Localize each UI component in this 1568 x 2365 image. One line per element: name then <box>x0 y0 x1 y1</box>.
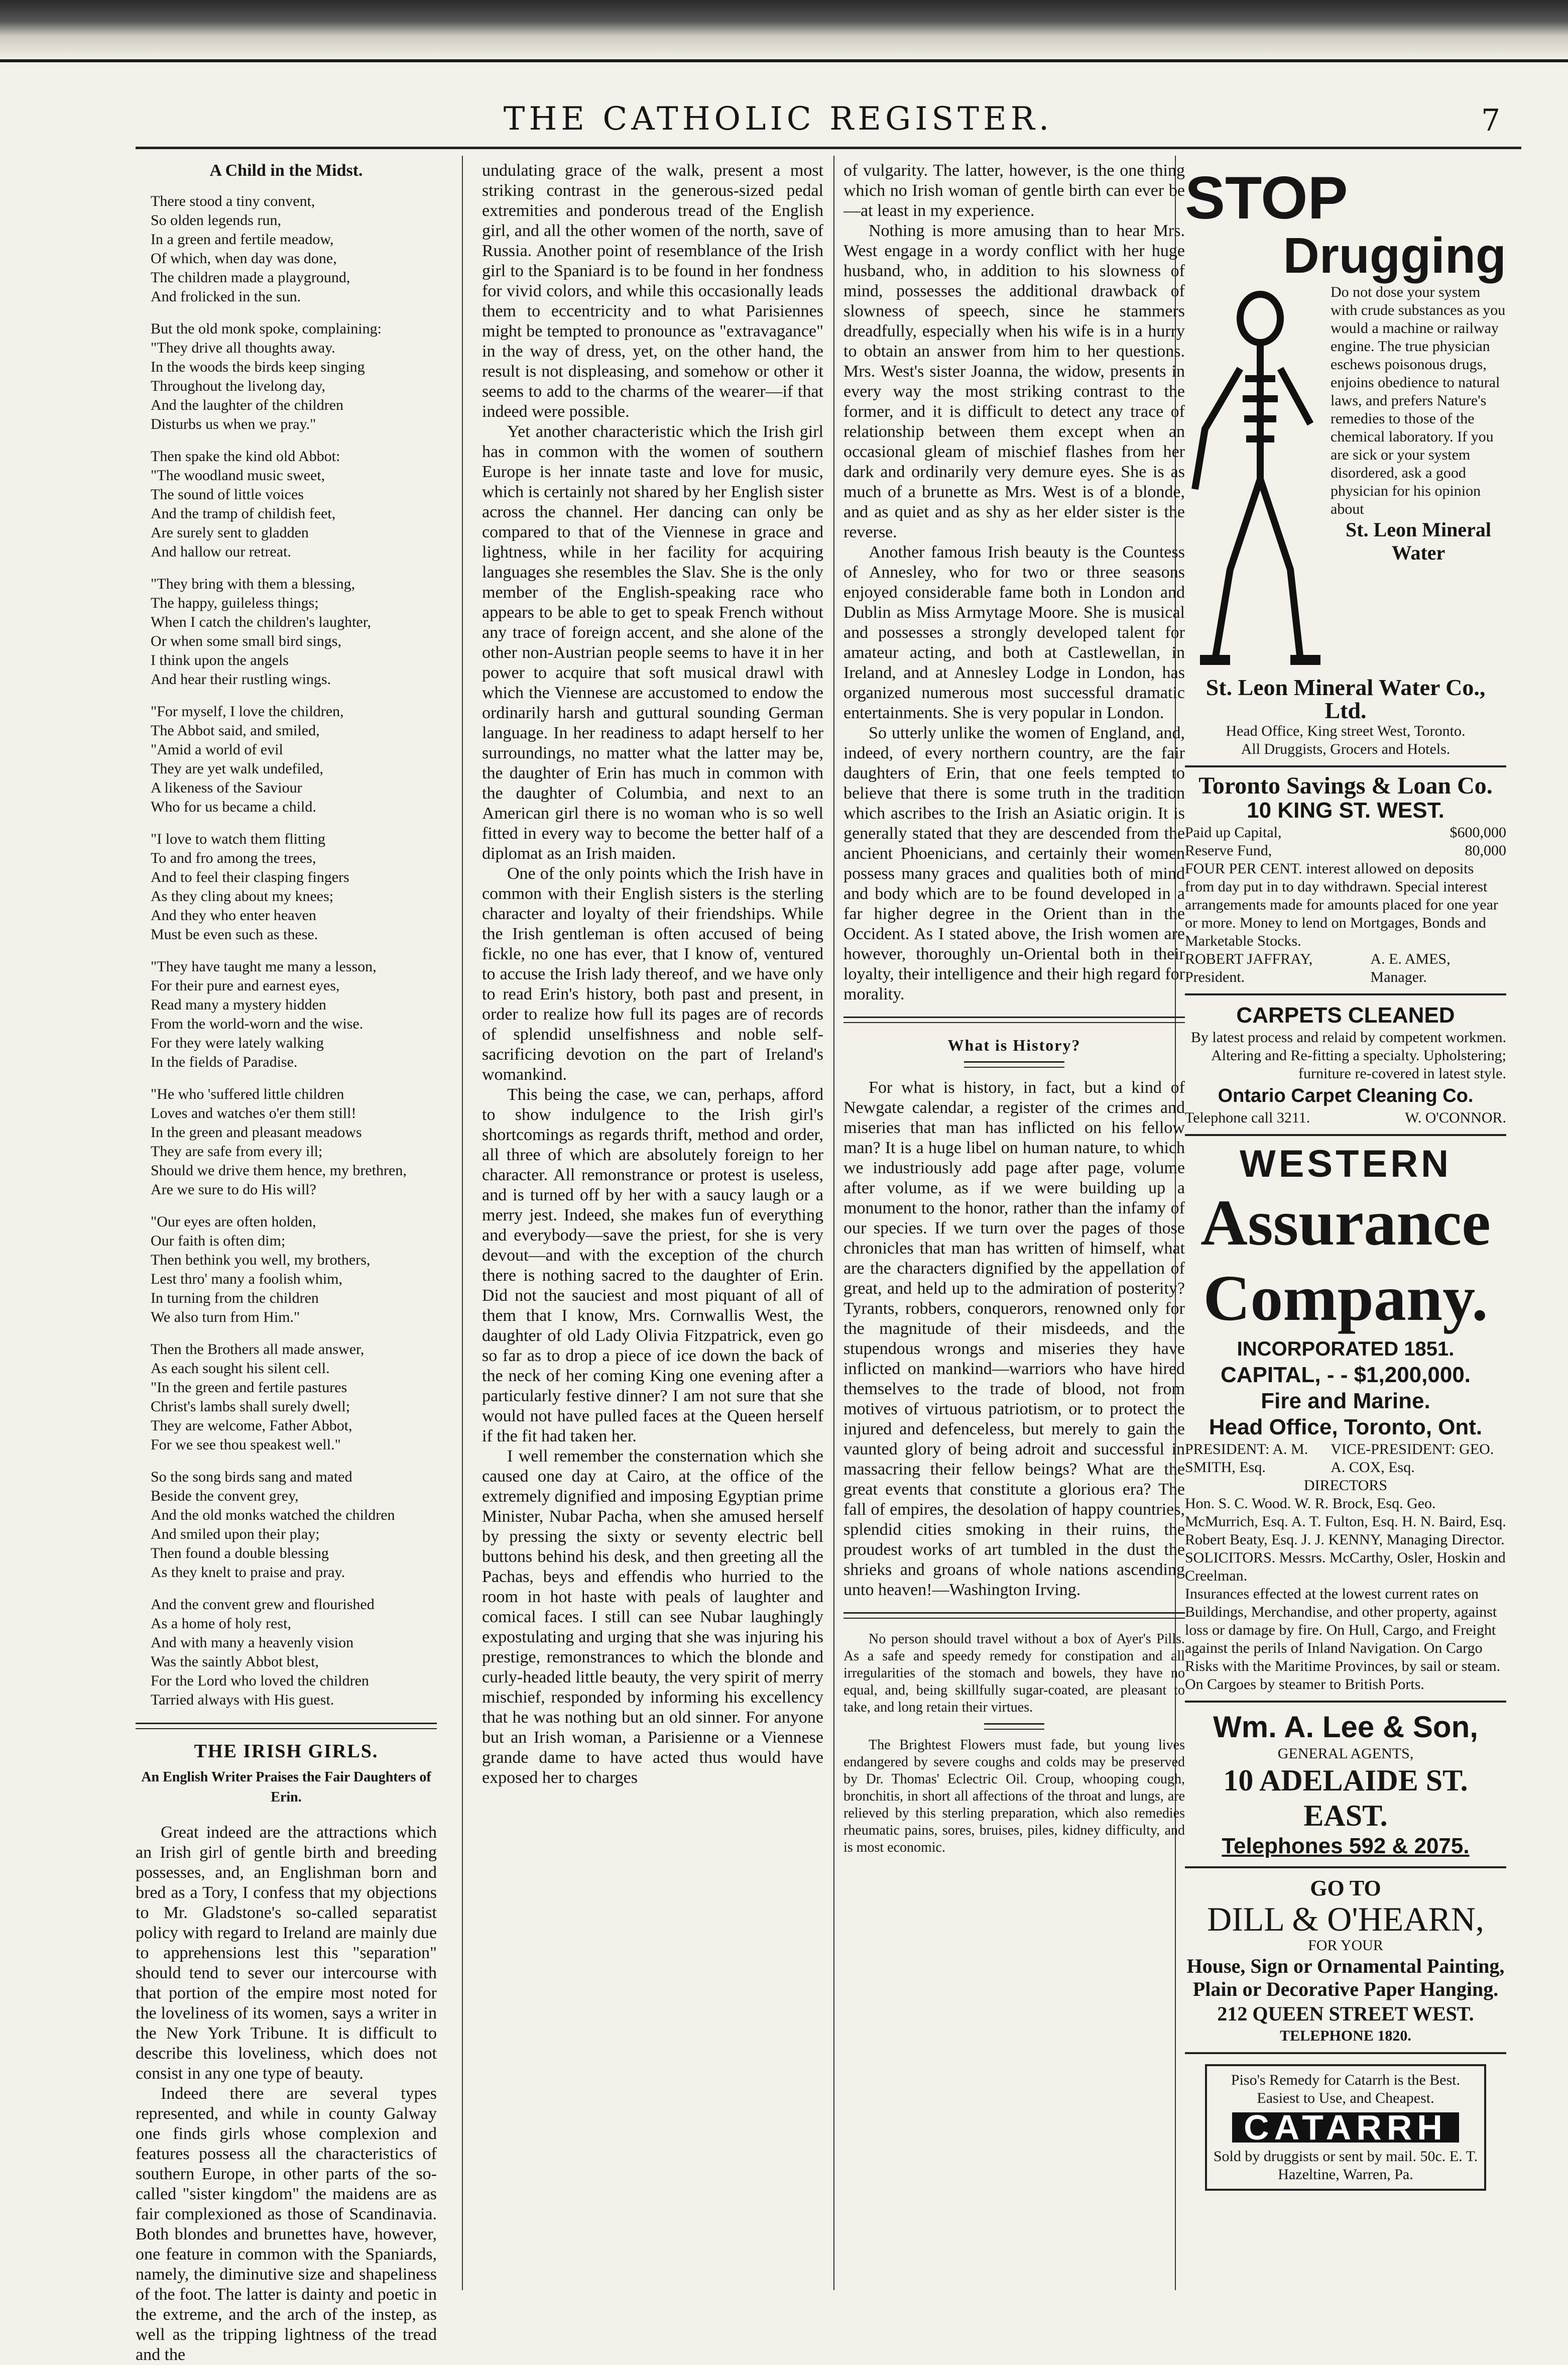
st-leon-office: Head Office, King street West, Toronto. <box>1226 723 1466 739</box>
poem-stanza <box>136 1468 437 1582</box>
drugging-heading: Drugging <box>1283 228 1506 284</box>
poem-line: Then found a double blessing <box>151 1545 329 1561</box>
poem-line: "In the green and fertile pastures <box>151 1379 347 1396</box>
piso-top: Piso's Remedy for Catarrh is the Best. Easiest to Use, and Cheapest. <box>1231 2072 1461 2106</box>
poem-line: And frolicked in the sun. <box>151 288 301 305</box>
poem-stanza <box>136 1340 437 1454</box>
separator <box>984 1723 1044 1730</box>
lee-name: Wm. A. Lee & Son, <box>1213 1710 1478 1744</box>
poem-line: "Amid a world of evil <box>151 741 283 758</box>
st-leon-product: St. Leon Mineral Water <box>1346 518 1491 564</box>
lee-phones: Telephones 592 & 2075. <box>1222 1834 1470 1858</box>
poem-line: Or when some small bird sings, <box>151 633 341 649</box>
catarrh-banner: CATARRH <box>1232 2112 1459 2143</box>
carpets-company: Ontario Carpet Cleaning Co. <box>1218 1085 1474 1106</box>
poem-line: For the Lord who loved the children <box>151 1672 369 1689</box>
poem-line: The Abbot said, and smiled, <box>151 722 320 739</box>
article-paragraph: of vulgarity. The latter, however, is the one thing which no Irish woman of gentle birth can ever be—at least in my experience. <box>843 161 1185 220</box>
western-president: PRESIDENT: A. M. SMITH, Esq. <box>1185 1441 1308 1476</box>
masthead-title: THE CATHOLIC REGISTER. <box>503 100 1053 138</box>
poem-line: As they knelt to praise and pray. <box>151 1564 345 1581</box>
western-office: Head Office, Toronto, Ont. <box>1209 1415 1483 1439</box>
ad-toronto-savings <box>1185 767 1506 995</box>
poem-line: And the old monks watched the children <box>151 1507 395 1523</box>
article-paragraph: Yet another characteristic which the Irish girl has in common with the women of southern Europe is her innate taste and love for music, which is certainly not shared by her English sister across the channel. Her dancing can only be compared to that of the Viennese in grace and lightness, while in her facility for acquiring languages she resembles the Slav. She is the only member of the English-speaking race who appears to be able to get to speak French without any trace of foreign accent, and she alone of the other non-Austrian people seems to have it in her power to acquire that soft musical drawl with which the Viennese are accustomed to endow the ordinarily harsh and guttural sounding German language. In her readiness to adapt herself to her surroundings, no matter what the latter may be, the daughter of Erin has much in common with the daughter of Columbia, and next to an American girl there is no woman who is so well fitted in every way to become the better half of a diplomat as an Irish maiden. <box>482 422 823 863</box>
notice-ayer: No person should travel without a box of Ayer's Pills. As a safe and speedy remedy for constipation and all irregularities of the stomach and bowels, they have no equal, and, being skillfully sugar-coated, are pleasant to take, and long retain their virtues. <box>843 1631 1185 1715</box>
poem-line: Then bethink you well, my brothers, <box>151 1252 371 1268</box>
notice-eclectric: The Brightest Flowers must fade, but young lives endangered by severe coughs and colds may be preserved by Dr. Thomas' Eclectric Oil. Croup, whooping cough, bronchitis, in short all affections of the throat and lungs, are relieved by this sterling preparation, which also remedies rheumatic pains, sores, bruises, piles, kidney difficulty, and is most economic. <box>843 1737 1185 1855</box>
article-paragraph: This being the case, we can, perhaps, afford to show indulgence to the Irish girl's shortcomings as regards thrift, method and order, all three of which are absolutely foreign to her character. All remonstrance or protest is useless, and is turned off by her with a saucy laugh or a merry jest. Indeed, she makes fun of everything and everybody—save the priest, for she is very devout—and with the exception of the church there is nothing sacred to the daughter of Erin. Did not the sauciest and most piquant of all of them that I know, Mrs. Cornwallis West, the daughter of old Lady Olivia Fitzpatrick, even go so far as to drop a piece of ice down the back of the neck of her coming King one evening after a particularly festive dinner? I am not sure that she would not have pulled faces at the Queen herself if the fit had taken her. <box>482 1085 823 1445</box>
poem-line: So the song birds sang and mated <box>151 1469 352 1485</box>
stop-heading: STOP <box>1185 164 1348 232</box>
carpets-telephone: Telephone call 3211. <box>1185 1109 1310 1126</box>
poem-line: For their pure and earnest eyes, <box>151 977 340 994</box>
poem-line: They are safe from every ill; <box>151 1143 323 1160</box>
poem-line: In turning from the children <box>151 1290 319 1306</box>
poem-line: Read many a mystery hidden <box>151 996 326 1013</box>
savings-officers <box>1185 950 1506 986</box>
western-directors: Hon. S. C. Wood. W. R. Brock, Esq. Geo. McMurrich, Esq. A. T. Fulton, Esq. H. N. Baird, Esq. Robert Beaty, Esq. J. J. KENNY, Managing Director. <box>1185 1495 1506 1548</box>
ad-st-leon <box>1185 161 1506 767</box>
ad-western-assurance <box>1185 1136 1506 1703</box>
ad-dill-ohearn <box>1185 1868 1506 2054</box>
poem-line: Of which, when day was done, <box>151 250 337 267</box>
western-capital: CAPITAL, - - $1,200,000. <box>1220 1363 1471 1387</box>
separator <box>964 1061 1064 1068</box>
western-solicitors: SOLICITORS. Messrs. McCarthy, Osler, Hoskin and Creelman. <box>1185 1549 1506 1584</box>
carpets-proprietor: W. O'CONNOR. <box>1405 1109 1506 1126</box>
page-number: 7 <box>1481 103 1501 138</box>
western-terms: Insurances effected at the lowest current rates on Buildings, Merchandise, and other property, against loss or damage by fire. On Hull, Cargo, and Freight against the perils of Inland Navigation. On Cargo Risks with the Maritime Provinces, by sail or steam. On Cargoes by steamer to British Ports. <box>1185 1586 1501 1693</box>
poem-line: Christ's lambs shall surely dwell; <box>151 1398 350 1415</box>
skeleton-figure-illustration <box>1185 288 1325 670</box>
separator <box>843 1612 1185 1619</box>
poem-line: Loves and watches o'er them still! <box>151 1105 356 1121</box>
article-paragraph: One of the only points which the Irish have in common with their English sisters is the sterling character and loyalty of their friendships. While the Irish gentleman is often accused of being fickle, no one has ever, that I know of, ventured to accuse the Irish lady thereof, and we have only to read Erin's history, both past and present, in order to realize how full its pages are of records of splendid unselfishness and noble self-sacrificing devotion on the part of Ireland's womankind. <box>482 864 823 1084</box>
poem-line: The sound of little voices <box>151 486 304 503</box>
poem-stanza <box>136 830 437 944</box>
history-title: What is History? <box>947 1036 1081 1054</box>
poem-stanza <box>136 192 437 306</box>
poem-line: And they who enter heaven <box>151 907 316 924</box>
ads-column <box>1185 161 1506 2191</box>
poem-line: And the laughter of the children <box>151 397 344 413</box>
ad-lee-agents <box>1185 1703 1506 1868</box>
poem-stanza <box>136 957 437 1072</box>
article-title: THE IRISH GIRLS. <box>194 1741 379 1762</box>
poem-line: "He who 'suffered little children <box>151 1086 344 1102</box>
separator <box>843 1017 1185 1023</box>
poem-line: Was the saintly Abbot blest, <box>151 1653 319 1670</box>
poem-line: And hallow our retreat. <box>151 543 291 560</box>
poem-line: The happy, guileless things; <box>151 595 319 611</box>
column-1 <box>136 161 437 2365</box>
poem-line: Are we sure to do His will? <box>151 1181 316 1198</box>
poem-line: "They bring with them a blessing, <box>151 576 355 592</box>
st-leon-sellers: All Druggists, Grocers and Hotels. <box>1241 741 1451 757</box>
column-rule <box>833 156 834 2290</box>
savings-reserve-row <box>1185 842 1506 860</box>
history-paragraph: For what is history, in fact, but a kind of Newgate calendar, a register of the crimes and miseries that man has inflicted on his fellow man? It is a huge libel on human nature, to which we industriously add page after page, volume after volume, as if we were building up a monument to the honor, rather than the infamy of our species. If we turn over the pages of those chronicles that man has written of himself, what are the characters dignified by the appellation of great, and held up to the admiration of posterity? Tyrants, robbers, conquerors, renowned only for the magnitude of their misdeeds, and the stupendous wrongs and miseries they have inflicted on mankind—warriors who have hired themselves to the trade of blood, not from motives of virtuous patriotism, or to protect the injured and defenceless, but merely to gain the vaunted glory of being adroit and successful in massacring their fellow beings? What are the great events that constitute a glorious era? The fall of empires, the desolation of happy countries, splendid cities smoking in their ruins, the proudest works of art tumbled in the dust the shrieks and groans of whole nations ascending unto heaven!—Washington Irving. <box>843 1078 1185 1599</box>
article-paragraph: Another famous Irish beauty is the Countess of Annesley, who for two or three seasons enjoyed considerable fame both in London and Dublin as Miss Armytage Moore. She is musical and possesses a strongly developed talent for amateur acting, and both at Castlewellan, in Ireland, and at Annesley Lodge in London, has organized numerous most successful dramatic entertainments. She is very popular in London. <box>843 543 1185 722</box>
poem-line: Are surely sent to gladden <box>151 524 309 541</box>
article-paragraph: Great indeed are the attractions which an Irish girl of gentle birth and breeding possesses, and, an Englishman born and bred as a Tory, I confess that my objections to Mr. Gladstone's so-called separatist policy with regard to Ireland are mainly due to apprehensions lest this "separation" should tend to sever our intercourse with that portion of the empire most noted for the loveliness of its women, says a writer in the New York Tribune. It is difficult to describe this loveliness, which does not consist in any one type of beauty. <box>136 1823 437 2083</box>
poem-line: "Our eyes are often holden, <box>151 1213 316 1230</box>
poem-line: "They have taught me many a lesson, <box>151 958 377 975</box>
poem-line: When I catch the children's laughter, <box>151 614 372 630</box>
carpets-title: CARPETS CLEANED <box>1236 1003 1455 1028</box>
dill-address: 212 QUEEN STREET WEST. <box>1217 2002 1474 2025</box>
poem-line: Must be even such as these. <box>151 926 318 943</box>
column-rule <box>462 156 463 2290</box>
poem-stanza <box>136 1085 437 1199</box>
poem-line: But the old monk spoke, complaining: <box>151 320 382 337</box>
article-paragraph: Nothing is more amusing than to hear Mrs. West engage in a wordy conflict with her huge husband, who, in addition to his slowness of mind, possesses the additional drawback of slowness of speech, since he stammers dreadfully, especially when his wife is in a hurry to obtain an answer from him to her questions. Mrs. West's sister Joanna, the widow, presents in every way the most striking contrast to the former, and it is difficult to detect any trace of relationship between them except when an occasional gleam of mischief flashes from her dark and ordinarily very demure eyes. She is as much of a brunette as Mrs. West is of a blonde, and as quiet and as shy as her elder sister is the reverse. <box>843 221 1185 541</box>
poem-stanza <box>136 702 437 817</box>
poem-line: And hear their rustling wings. <box>151 671 331 688</box>
column-2 <box>482 161 823 1788</box>
poem-line: As they cling about my knees; <box>151 888 334 905</box>
poem-line: A likeness of the Saviour <box>151 779 302 796</box>
poem-line: "For myself, I love the children, <box>151 703 344 720</box>
poem-line: "They drive all thoughts away. <box>151 340 335 356</box>
poem-line: And with many a heavenly vision <box>151 1634 354 1651</box>
poem-line: In a green and fertile meadow, <box>151 231 334 248</box>
carpets-body: By latest process and relaid by competent workmen. Altering and Re-fitting a specialty. Upholstering; furniture re-covered in latest style. <box>1190 1029 1506 1082</box>
savings-body: FOUR PER CENT. interest allowed on deposits from day put in to day withdrawn. Special interest arrangements made for amounts placed for one year or more. Money to lend on Mortgages, Bonds and Marketable Stocks. <box>1185 860 1498 949</box>
column-3 <box>843 161 1185 1856</box>
st-leon-body: Do not dose your system with crude substances as you would a machine or railway engine. The true physician eschews poisonous drugs, enjoins obedience to natural laws, and prefers Nature's remedies to those of the chemical laboratory. If you are sick or your system disordered, ask a good physician for his opinion about <box>1331 284 1506 517</box>
poem-line: Who for us became a child. <box>151 799 316 815</box>
poem-line: For they were lately walking <box>151 1035 324 1051</box>
poem-line: Should we drive them hence, my brethren, <box>151 1162 407 1179</box>
savings-title: Toronto Savings & Loan Co. <box>1198 772 1493 799</box>
poem-title: A Child in the Midst. <box>209 161 363 180</box>
poem-line: So olden legends run, <box>151 212 281 229</box>
carpets-contact <box>1185 1109 1506 1127</box>
poem-line: For we see thou speakest well." <box>151 1436 341 1453</box>
western-vice: VICE-PRESIDENT: GEO. A. COX, Esq. <box>1331 1441 1494 1476</box>
poem-line: The children made a playground, <box>151 269 350 286</box>
dill-for: FOR YOUR <box>1308 1937 1383 1954</box>
article-paragraph: I well remember the consternation which she caused one day at Cairo, at the office of the extremely dignified and imposing Egyptian prime Minister, Nubar Pacha, when she amused herself by pressing the sixty or seventy electric bell buttons behind his desk, and then greeting all the Pachas, beys and effendis who hurried to the room in hot haste with peals of laughter and comical faces. I still can see Nubar laughingly expostulating and urging that she was injuring his prestige, remonstrances to which the blonde and curly-headed little beauty, the very spirit of merry mischief, responded by informing his excellency that he was nothing but an old sinner. For anyone but an Irish woman, a Parisienne or a Viennese grande dame to have acted thus would have exposed her to charges <box>482 1447 823 1787</box>
savings-address: 10 KING ST. WEST. <box>1247 798 1444 823</box>
poem-line: There stood a tiny convent, <box>151 193 315 209</box>
poem-line: And the tramp of childish feet, <box>151 505 336 522</box>
poem-line: As each sought his silent cell. <box>151 1360 330 1377</box>
poem-line: They are welcome, Father Abbot, <box>151 1417 352 1434</box>
st-leon-company: St. Leon Mineral Water Co., Ltd. <box>1205 674 1486 723</box>
dill-name: DILL & O'HEARN, <box>1207 1900 1484 1938</box>
header-rule <box>136 147 1521 149</box>
poem-line: We also turn from Him." <box>151 1309 300 1325</box>
poem-line: Then spake the kind old Abbot: <box>151 448 340 465</box>
poem-stanza <box>136 1212 437 1327</box>
article-paragraph: undulating grace of the walk, present a most striking contrast in the generous-sized pedal extremities and ponderous tread of the English girl, and all the other women of the north, save of Russia. Another point of resemblance of the Irish girl to the Spaniard is to be found in her fondness for vivid colors, and while this occasionally leads them to eccentricity and to what Parisiennes might be tempted to pronounce as "extravagance" in the way of dress, yet, on the other hand, the result is not displeasing, and somehow or other it seems to add to the charms of the wearer—if that indeed were possible. <box>482 161 823 421</box>
poem-line: They are yet walk undefiled, <box>151 760 324 777</box>
poem-line: Throughout the livelong day, <box>151 378 325 394</box>
poem-line: In the green and pleasant meadows <box>151 1124 362 1141</box>
poem-line: Then the Brothers all made answer, <box>151 1341 365 1358</box>
poem-line: "The woodland music sweet, <box>151 467 325 484</box>
capital-label: Paid up Capital, <box>1185 824 1282 841</box>
savings-manager: A. E. AMES, Manager. <box>1370 951 1451 985</box>
poem-stanza <box>136 1595 437 1710</box>
lee-role: GENERAL AGENTS, <box>1277 1745 1414 1762</box>
poem-line: In the fields of Paradise. <box>151 1054 298 1070</box>
poem-line: To and fro among the trees, <box>151 850 316 866</box>
poem-line: As a home of holy rest, <box>151 1615 291 1632</box>
poem-line: I think upon the angels <box>151 652 289 668</box>
article-paragraph: So utterly unlike the women of England, and, indeed, of every northern country, are the fair daughters of Erin, that one feels tempted to believe that there is some truth in the tradition which ascribes to the Irish an Asiatic origin. It is generally stated that they are descended from the ancient Phoenicians, and certainly their women possess many graces and qualities both of mind and body which are to be found developed in a far higher degree in the Orient than in the Occident. As I stated above, the Irish women are however, thoroughly un-Oriental both in their loyalty, their intelligence and their high regard for morality. <box>843 724 1185 1003</box>
dill-service: House, Sign or Ornamental Painting, Plain or Decorative Paper Hanging. <box>1186 1955 1505 2000</box>
poem-line: Lest thro' many a foolish whim, <box>151 1271 343 1287</box>
capital-value: $600,000 <box>1450 824 1506 841</box>
separator <box>136 1723 437 1729</box>
ad-carpets <box>1185 995 1506 1136</box>
poem-line: "I love to watch them flitting <box>151 831 326 847</box>
article-subtitle: An English Writer Praises the Fair Daughters of Erin. <box>141 1769 431 1805</box>
poem-stanza <box>136 319 437 434</box>
poem-line: And to feel their clasping fingers <box>151 869 349 885</box>
lee-address: 10 ADELAIDE ST. EAST. <box>1223 1764 1468 1832</box>
savings-capital-row <box>1185 824 1506 842</box>
poem-line: In the woods the birds keep singing <box>151 359 365 375</box>
western-officers <box>1185 1440 1506 1477</box>
poem-body <box>136 192 437 1710</box>
poem-stanza <box>136 447 437 561</box>
dill-telephone: TELEPHONE 1820. <box>1280 2028 1411 2044</box>
western-kind: Fire and Marine. <box>1261 1389 1430 1413</box>
dill-goto: GO TO <box>1310 1876 1381 1900</box>
assurance-name: Assurance Company. <box>1200 1187 1491 1334</box>
piso-bottom: Sold by druggists or sent by mail. 50c. E. T. Hazeltine, Warren, Pa. <box>1213 2148 1478 2183</box>
savings-president: ROBERT JAFFRAY, President. <box>1185 951 1313 985</box>
poem-line: Beside the convent grey, <box>151 1488 299 1504</box>
western-directors-label: DIRECTORS <box>1303 1477 1388 1494</box>
poem-line: And smiled upon their play; <box>151 1526 320 1542</box>
ad-piso-catarrh <box>1205 2064 1486 2191</box>
poem-line: From the world-worn and the wise. <box>151 1016 364 1032</box>
poem-stanza <box>136 575 437 689</box>
western-incorporated: INCORPORATED 1851. <box>1237 1338 1455 1360</box>
poem-line: Disturbs us when we pray." <box>151 416 316 432</box>
torn-page-edge <box>0 0 1568 60</box>
reserve-label: Reserve Fund, <box>1185 842 1272 859</box>
poem-line: And the convent grew and flourished <box>151 1596 375 1613</box>
poem-line: Tarried always with His guest. <box>151 1692 334 1708</box>
poem-line: Our faith is often dim; <box>151 1232 286 1249</box>
reserve-value: 80,000 <box>1465 842 1506 859</box>
western-name: WESTERN <box>1240 1143 1452 1185</box>
article-paragraph: Indeed there are several types represented, and while in county Galway one finds girls whose complexion and features possess all the characteristics of southern Europe, in other parts of the so-called "sister kingdom" the maidens are as fair complexioned as those of Scandinavia. Both blondes and brunettes have, however, one feature in common with the Spaniards, namely, the diminutive size and shapeliness of the foot. The latter is dainty and poetic in the extreme, and the arch of the instep, as well as the tripping lightness of the tread and the <box>136 2084 437 2364</box>
